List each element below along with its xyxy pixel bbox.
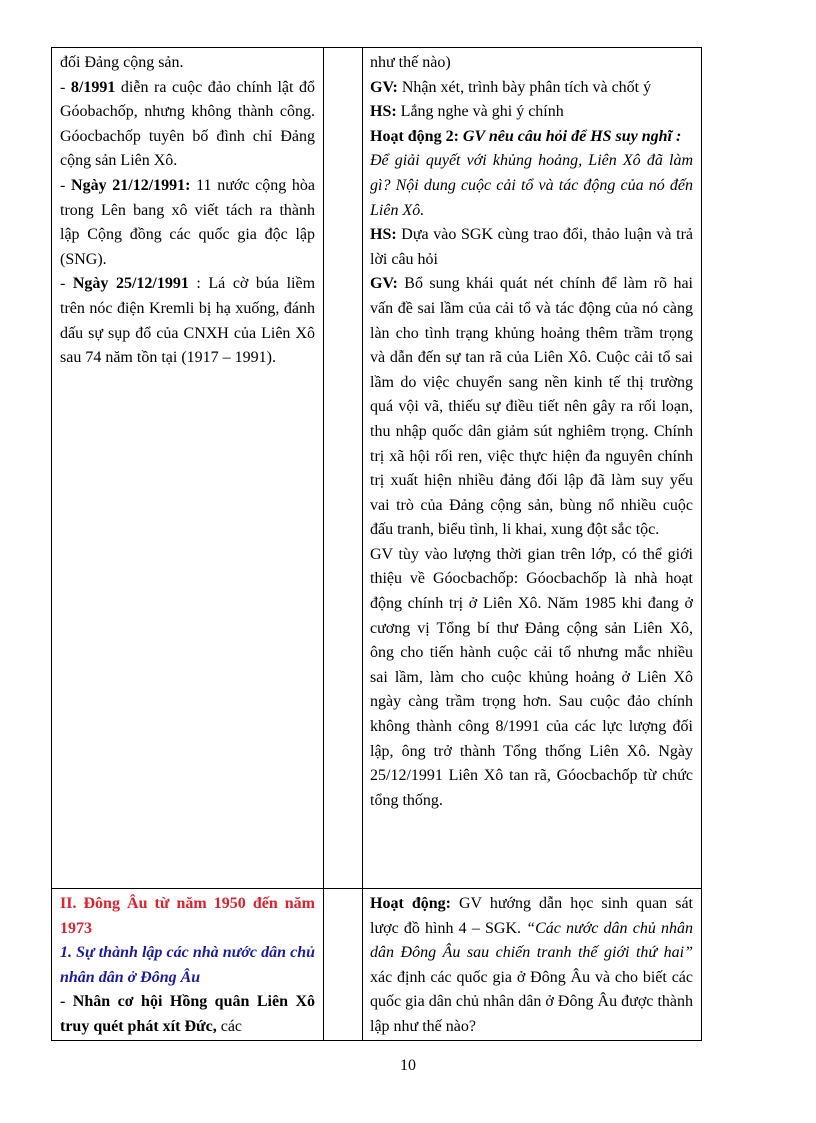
left-line-0: đối Đảng cộng sản. [60,54,184,71]
left-line-3: - Ngày 25/12/1991 : Lá cờ búa liềm trên nóc điện Kremli bị hạ xuống, đánh dấu sự sụp đổ của CNXH của Liên Xô sau 74 năm tồn tại (1917 – 1991). [60,275,316,367]
content-cell [52,889,324,1041]
spacer-cell [324,48,363,889]
activity-text: Hoạt động: GV hướng dẫn học sinh quan sát lược đồ hình 4 – SGK. “Các nước dân chủ nhân dân Đông Âu sau chiến tranh thế giới thứ hai” xác định các quốc gia ở Đông Âu và cho biết các quốc gia dân chủ nhân dân ở Đông Âu được thành lập như thế nào? [370,895,693,1035]
activity-heading-2: Hoạt động 2: GV nêu câu hỏi để HS suy nghĩ : [370,127,682,145]
section-text: - Nhân cơ hội Hồng quân Liên Xô truy quét phát xít Đức, các [60,993,315,1035]
activity-hs: HS: Dựa vào SGK cùng trao đổi, thảo luận và trả lời câu hỏi [370,226,693,268]
activity-gv-note: GV tùy vào lượng thời gian trên lớp, có thể giới thiệu về Góocbachốp: Góocbachốp là nhà hoạt động chính trị ở Liên Xô. Năm 1985 khi đang ở cương vị Tổng bí thư Đảng cộng sản Liên Xô, ông cho tiến hành cuộc cải tổ nhưng mắc nhiều sai lầm, làm cho cuộc khủng hoảng ở Liên Xô ngày càng trầm trọng hơn. Sau cuộc đảo chính không thành công 8/1991 của các lực lượng đối lập, ông trở thành Tổng thống Liên Xô. Ngày 25/12/1991 Liên Xô tan rã, Góocbachốp từ chức tổng thống. [370,545,693,809]
spacer-cell [324,889,363,1041]
date-21-12-1991: Ngày 21/12/1991: [71,176,191,194]
activity-gv: GV: Bổ sung khái quát nét chính để làm rõ hai vấn đề sai lầm của cải tổ và tác động của nó càng làn cho tình trạng khủng hoảng thêm trầm trọng và dẫn đến sự tan rã của Liên Xô. Cuộc cải tổ sai lầm do việc chuyển sang nền kinh tế thị trường quá vội vã, thiếu sự điều tiết nên gây ra rối loạn, thu nhập quốc dân giảm sút nghiêm trọng. Chính trị xã hội rối ren, việc thực hiện đa nguyên chính trị xuất hiện nhiều đảng đối lập đã làm suy yếu vai trò của Đảng cộng sản, bùng nổ nhiều cuộc đấu tranh, biểu tình, li khai, xung đột sắc tộc. [370,275,693,539]
activity-cell [363,48,702,889]
activity-line-2: GV: Nhận xét, trình bày phân tích và chốt ý [370,78,652,96]
left-line-1: - 8/1991 diễn ra cuộc đảo chính lật đổ Góobachốp, nhưng không thành công. Góocbachốp tuyên bố đình chỉ Đảng cộng sản Liên Xô. [60,78,316,170]
left-line-2: - Ngày 21/12/1991: 11 nước cộng hòa trong Lên bang xô viết tách ra thành lập Cộng đồng các quốc gia độc lập (SNG). [60,176,316,268]
table-row [52,889,702,1041]
activity-line-3: HS: Lắng nghe và ghi ý chính [370,103,564,121]
date-8-1991: 8/1991 [70,78,116,96]
table-row [52,48,702,889]
content-cell [52,48,324,889]
activity-cell [363,889,702,1041]
lesson-table [51,47,702,1041]
section-subheading: 1. Sự thành lập các nhà nước dân chủ nhân dân ở Đông Âu [60,944,315,986]
activity-line-1: như thế nào) [370,54,451,71]
activity-question: Để giải quyết với khủng hoảng, Liên Xô đã làm gì? Nội dung cuộc cải tổ và tác động của nó đến Liên Xô. [370,152,693,219]
date-25-12-1991: Ngày 25/12/1991 [72,275,189,293]
section-heading: II. Đông Âu từ năm 1950 đến năm 1973 [60,895,315,937]
page-number: 10 [400,1057,416,1074]
